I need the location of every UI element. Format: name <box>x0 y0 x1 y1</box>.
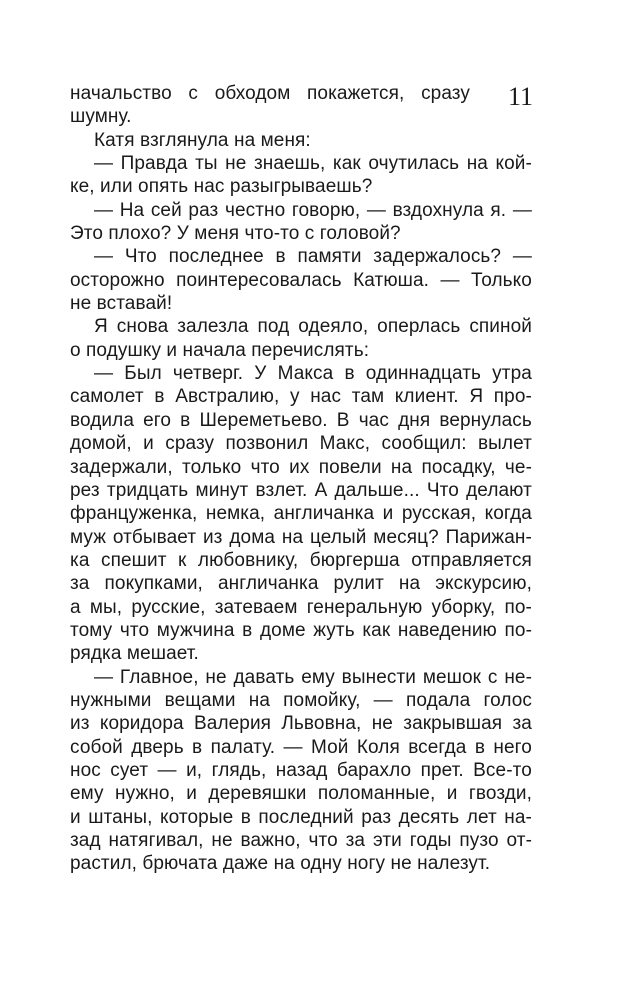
text-line: зад натягивал, не важно, что за эти годы пузо от- <box>70 830 532 851</box>
text-line: рядка мешает. <box>70 643 199 665</box>
text-line: начальство с обходом покажется, сразу <box>70 83 470 104</box>
text-line: собой дверь в палату. — Мой Коля всегда в него <box>70 736 532 758</box>
text-line: растил, брючата даже на одну ногу не налезут. <box>70 853 491 875</box>
text-line: домой, и сразу позвонил Макс, сообщил: вылет <box>70 433 532 455</box>
text-line: нужными вещами на помойку, — подала голос <box>70 689 532 711</box>
page-number: 11 <box>508 82 534 111</box>
text-line: о подушку и начала перечислять: <box>70 339 370 361</box>
text-line: — Правда ты не знаешь, как очутилась на кой- <box>94 153 532 175</box>
text-line: — На сей раз честно говорю, — вздохнула я. — <box>94 199 532 221</box>
text-line: — Был четверг. У Макса в одиннадцать утра <box>94 363 532 385</box>
text-line: ке, или опять нас разыгрываешь? <box>70 176 373 198</box>
text-line: не вставай! <box>70 293 173 315</box>
text-line: Я снова залезла под одеяло, оперлась спиной <box>94 316 532 338</box>
text-line: тому что мужчина в доме жуть как наведению по- <box>70 619 532 641</box>
body-text <box>70 82 532 876</box>
text-line: самолет в Австралию, у нас там клиент. Я про- <box>70 386 532 408</box>
text-line: ему нужно, и деревяшки поломанные, и гвозди, <box>70 783 532 805</box>
text-line: ка спешит к любовнику, бюргерша отправляется <box>70 549 532 571</box>
text-line: за покупками, англичанка рулит на экскурсию, <box>70 573 532 595</box>
text-line: а мы, русские, затеваем генеральную уборку, по- <box>70 596 532 618</box>
text-line: осторожно поинтересовалась Катюша. — Только <box>70 269 532 291</box>
text-line: водила его в Шереметьево. В час дня вернулась <box>70 409 532 431</box>
text-line: шумну. <box>70 106 132 128</box>
text-line: — Главное, не давать ему вынести мешок с не- <box>94 666 532 688</box>
text-line: француженка, немка, англичанка и русская, когда <box>70 503 532 525</box>
text-line: из коридора Валерия Львовна, не закрывшая за <box>70 713 532 735</box>
text-line: рез тридцать минут взлет. А дальше... Что делают <box>70 479 532 501</box>
text-line: муж отбывает из дома на целый месяц? Парижан- <box>70 526 532 548</box>
text-line: задержали, только что их повели на посадку, че- <box>70 456 532 478</box>
text-line: и штаны, которые в последний раз десять лет на- <box>70 806 532 828</box>
text-line: Катя взглянула на меня: <box>94 129 311 151</box>
text-line: нос сует — и, глядь, назад барахло прет. Все-то <box>70 759 532 781</box>
text-line: Это плохо? У меня что-то с головой? <box>70 223 401 245</box>
text-line: — Что последнее в памяти задержалось? — <box>94 246 532 268</box>
